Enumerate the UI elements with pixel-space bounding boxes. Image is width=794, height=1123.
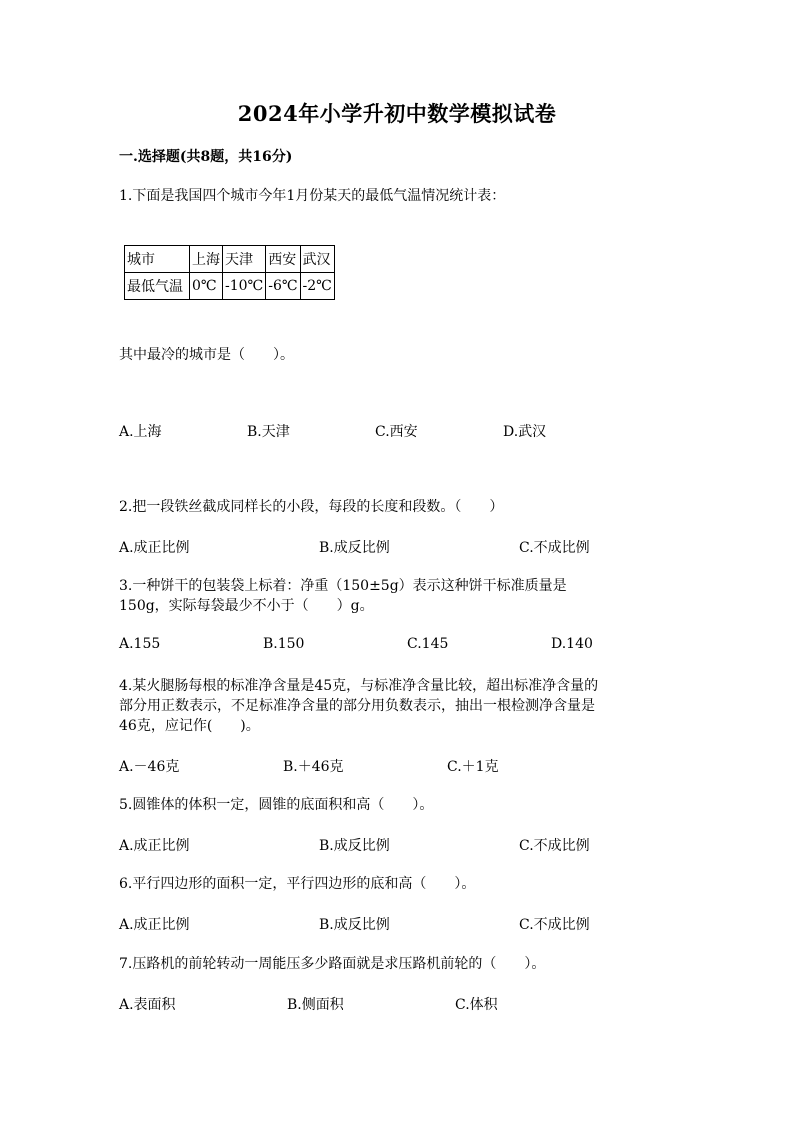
table-cell: 最低气温 — [125, 273, 190, 300]
q1-option-b[interactable]: B.天津 — [247, 424, 290, 440]
q1-option-d[interactable]: D.武汉 — [503, 424, 547, 440]
table-cell: -10℃ — [223, 273, 266, 300]
q6-option-c[interactable]: C.不成比例 — [519, 917, 590, 933]
q3-option-c[interactable]: C.145 — [407, 636, 449, 652]
question-7-stem: 7.压路机的前轮转动一周能压多少路面就是求压路机前轮的（ ）。 — [119, 956, 546, 972]
q7-option-b[interactable]: B.侧面积 — [287, 997, 344, 1013]
q1-option-a[interactable]: A.上海 — [119, 424, 162, 440]
q4-option-a[interactable]: A.－46克 — [119, 759, 180, 775]
table-cell: 城市 — [125, 246, 190, 273]
question-2-stem: 2.把一段铁丝截成同样长的小段，每段的长度和段数。（ ） — [119, 499, 504, 515]
q4-option-c[interactable]: C.＋1克 — [447, 759, 499, 775]
q5-option-c[interactable]: C.不成比例 — [519, 838, 590, 854]
table-cell: 西安 — [266, 246, 300, 273]
table-row — [125, 246, 335, 273]
section-heading: 一.选择题(共8题，共16分) — [119, 149, 293, 165]
table-cell: -2℃ — [300, 273, 334, 300]
table-cell: 上海 — [190, 246, 223, 273]
question-1-ask: 其中最冷的城市是（ ）。 — [119, 347, 294, 363]
q4-option-b[interactable]: B.＋46克 — [283, 759, 344, 775]
question-3-line-2: 150g，实际每袋最少不小于（ ）g。 — [119, 598, 374, 614]
q2-option-a[interactable]: A.成正比例 — [119, 540, 190, 556]
table-row — [125, 273, 335, 300]
table-cell: 武汉 — [300, 246, 334, 273]
q6-option-a[interactable]: A.成正比例 — [119, 917, 190, 933]
q3-option-a[interactable]: A.155 — [119, 636, 161, 652]
question-4-line-3: 46克，应记作( )。 — [119, 718, 260, 734]
q2-option-b[interactable]: B.成反比例 — [319, 540, 390, 556]
q3-option-d[interactable]: D.140 — [551, 636, 593, 652]
question-6-stem: 6.平行四边形的面积一定，平行四边形的底和高（ ）。 — [119, 876, 476, 892]
table-cell: 0℃ — [190, 273, 223, 300]
q7-option-c[interactable]: C.体积 — [455, 997, 498, 1013]
q3-option-b[interactable]: B.150 — [263, 636, 305, 652]
q1-option-c[interactable]: C.西安 — [375, 424, 418, 440]
table-cell: -6℃ — [266, 273, 300, 300]
temperature-table — [124, 245, 335, 300]
question-4-line-2: 部分用正数表示，不足标准净含量的部分用负数表示，抽出一根检测净含量是 — [119, 698, 595, 714]
q5-option-a[interactable]: A.成正比例 — [119, 838, 190, 854]
question-1-stem: 1.下面是我国四个城市今年1月份某天的最低气温情况统计表： — [119, 188, 506, 204]
table-cell: 天津 — [223, 246, 266, 273]
exam-title: 2024年小学升初中数学模拟试卷 — [237, 101, 557, 126]
question-4-line-1: 4.某火腿肠每根的标准净含量是45克，与标准净含量比较，超出标准净含量的 — [119, 678, 599, 694]
question-5-stem: 5.圆锥体的体积一定，圆锥的底面积和高（ ）。 — [119, 797, 434, 813]
q5-option-b[interactable]: B.成反比例 — [319, 838, 390, 854]
question-3-line-1: 3.一种饼干的包装袋上标着：净重（150±5g）表示这种饼干标准质量是 — [119, 578, 567, 594]
q7-option-a[interactable]: A.表面积 — [119, 997, 176, 1013]
q2-option-c[interactable]: C.不成比例 — [519, 540, 590, 556]
q6-option-b[interactable]: B.成反比例 — [319, 917, 390, 933]
